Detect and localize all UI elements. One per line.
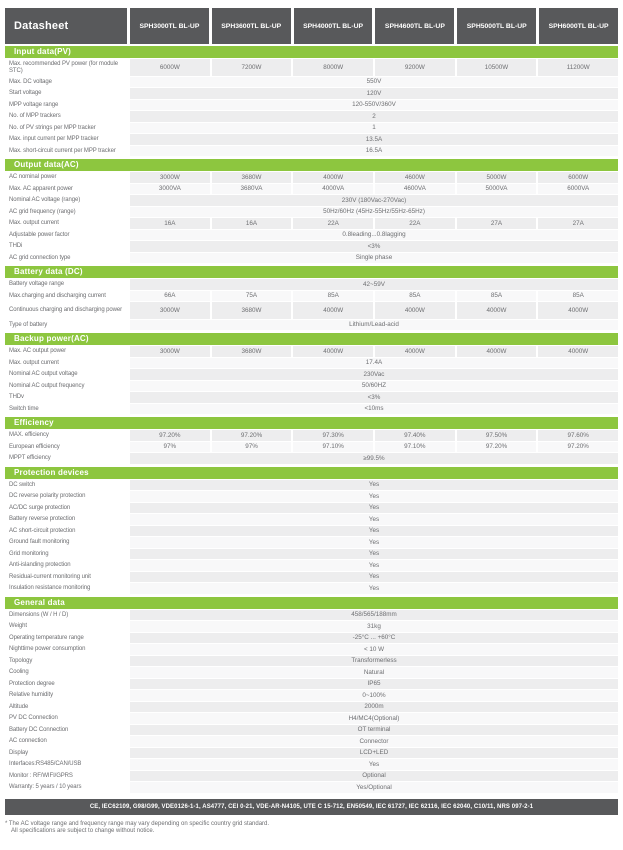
value-span: 31kg <box>130 621 618 633</box>
value-cell: 97.20% <box>130 430 210 441</box>
value-cell: 22A <box>291 218 373 229</box>
datasheet-table <box>5 8 618 836</box>
row-label: AC grid frequency (range) <box>5 207 130 219</box>
table-row <box>5 241 618 253</box>
row-label: Display <box>5 748 130 760</box>
value-cell: 85A <box>373 291 455 302</box>
row-label: Max. AC apparent power <box>5 184 130 196</box>
row-label: Weight <box>5 621 130 633</box>
value-cell: 97.60% <box>536 430 618 441</box>
row-label: Nominal AC output voltage <box>5 369 130 381</box>
table-row <box>5 134 618 146</box>
table-row <box>5 358 618 370</box>
value-cell: 4000W <box>455 346 537 357</box>
row-values <box>130 218 618 230</box>
table-row <box>5 690 618 702</box>
row-label: Protection degree <box>5 679 130 691</box>
value-cell: 4000W <box>536 302 618 319</box>
row-label: AC grid connection type <box>5 253 130 265</box>
value-span: 0~100% <box>130 690 618 702</box>
table-row <box>5 514 618 526</box>
row-label: Nominal AC output frequency <box>5 381 130 393</box>
table-row <box>5 77 618 89</box>
table-row <box>5 88 618 100</box>
value-cell: 97% <box>210 442 292 453</box>
section-header: Input data(PV) <box>5 46 618 58</box>
table-row <box>5 291 618 303</box>
table-row <box>5 346 618 358</box>
row-label: Adjustable power factor <box>5 230 130 242</box>
row-label: AC/DC surge protection <box>5 503 130 515</box>
row-label: Max. DC voltage <box>5 77 130 89</box>
table-row <box>5 279 618 291</box>
row-label: Max. recommended PV power (for module STC) <box>5 59 130 77</box>
value-cell: 8000W <box>291 59 373 76</box>
value-cell: 97.30% <box>291 430 373 441</box>
footnote-line-1: * The AC voltage range and frequency range may vary depending on specific country grid standard. <box>5 820 270 827</box>
table-row <box>5 736 618 748</box>
column-header-model-1: SPH3000TL BL-UP <box>130 8 209 44</box>
row-label: Type of battery <box>5 320 130 332</box>
value-cell: 3680W <box>210 172 292 183</box>
row-label: Residual-current monitoring unit <box>5 572 130 584</box>
table-row <box>5 560 618 572</box>
value-span: Optional <box>130 771 618 783</box>
value-span: IP65 <box>130 679 618 691</box>
table-row <box>5 218 618 230</box>
table-header <box>5 8 618 44</box>
row-label: Max.charging and discharging current <box>5 291 130 303</box>
table-row <box>5 442 618 454</box>
row-label: European efficiency <box>5 442 130 454</box>
value-cell: 4000W <box>291 172 373 183</box>
value-cell: 3680W <box>210 346 292 357</box>
table-row <box>5 679 618 691</box>
value-cell: 6000VA <box>536 184 618 195</box>
row-label: Monitor : RF/WIFI/GPRS <box>5 771 130 783</box>
value-span: 17.4A <box>130 358 618 370</box>
value-span: <3% <box>130 392 618 404</box>
table-row <box>5 100 618 112</box>
value-cell: 97.10% <box>291 442 373 453</box>
value-span: 230Vac <box>130 369 618 381</box>
row-values <box>130 442 618 454</box>
table-row <box>5 572 618 584</box>
value-cell: 4000W <box>455 302 537 319</box>
value-span: -25°C ... +60°C <box>130 633 618 645</box>
row-label: THDv <box>5 392 130 404</box>
value-span: 1 <box>130 123 618 135</box>
value-cell: 16A <box>210 218 292 229</box>
section-header: Protection devices <box>5 467 618 479</box>
value-span: 458/565/188mm <box>130 610 618 622</box>
value-cell: 97.50% <box>455 430 537 441</box>
value-span: Yes <box>130 514 618 526</box>
value-span: 120V <box>130 88 618 100</box>
value-span: Transformerless <box>130 656 618 668</box>
value-span: Yes <box>130 480 618 492</box>
value-span: ≥99.5% <box>130 453 618 465</box>
value-span: Yes/Optional <box>130 782 618 794</box>
footnote <box>5 821 618 836</box>
table-row <box>5 123 618 135</box>
value-span: Yes <box>130 572 618 584</box>
column-header-model-4: SPH4600TL BL-UP <box>375 8 454 44</box>
table-row <box>5 702 618 714</box>
value-cell: 97.40% <box>373 430 455 441</box>
value-span: 2000m <box>130 702 618 714</box>
value-span: Yes <box>130 526 618 538</box>
row-label: MAX. efficiency <box>5 430 130 442</box>
table-row <box>5 184 618 196</box>
table-row <box>5 381 618 393</box>
table-row <box>5 111 618 123</box>
value-cell: 6000W <box>130 59 210 76</box>
table-row <box>5 759 618 771</box>
row-label: Nighttime power consumption <box>5 644 130 656</box>
value-cell: 97.20% <box>536 442 618 453</box>
value-span: < 10 W <box>130 644 618 656</box>
row-label: Max. output current <box>5 358 130 370</box>
value-cell: 16A <box>130 218 210 229</box>
row-label: Topology <box>5 656 130 668</box>
value-cell: 27A <box>536 218 618 229</box>
value-span: Lithium/Lead-acid <box>130 320 618 332</box>
value-span: Connector <box>130 736 618 748</box>
value-cell: 3000VA <box>130 184 210 195</box>
value-span: 50Hz/60Hz (45Hz-55Hz/55Hz-65Hz) <box>130 207 618 219</box>
value-cell: 4000W <box>536 346 618 357</box>
section-header: Output data(AC) <box>5 159 618 171</box>
section-header: Battery data (DC) <box>5 266 618 278</box>
row-label: Warranty: 5 years / 10 years <box>5 782 130 794</box>
section-header: Efficiency <box>5 417 618 429</box>
row-values <box>130 302 618 320</box>
value-cell: 5000W <box>455 172 537 183</box>
value-span: LCD+LED <box>130 748 618 760</box>
row-label: Start voltage <box>5 88 130 100</box>
row-label: Max. output current <box>5 218 130 230</box>
table-row <box>5 430 618 442</box>
footnote-line-2: All specifications are subject to change without notice. <box>11 828 155 834</box>
row-label: Switch time <box>5 404 130 416</box>
value-cell: 3000W <box>130 172 210 183</box>
value-span: 13.5A <box>130 134 618 146</box>
table-row <box>5 503 618 515</box>
value-span: 120-550V/360V <box>130 100 618 112</box>
value-span: 50/60HZ <box>130 381 618 393</box>
table-row <box>5 146 618 158</box>
value-cell: 9200W <box>373 59 455 76</box>
column-header-model-6: SPH6000TL BL-UP <box>539 8 618 44</box>
table-row <box>5 782 618 794</box>
table-row <box>5 771 618 783</box>
table-row <box>5 748 618 760</box>
table-row <box>5 59 618 77</box>
table-row <box>5 172 618 184</box>
value-cell: 11200W <box>536 59 618 76</box>
row-label: Grid monitoring <box>5 549 130 561</box>
value-cell: 3680VA <box>210 184 292 195</box>
value-cell: 85A <box>536 291 618 302</box>
table-row <box>5 526 618 538</box>
table-row <box>5 320 618 332</box>
row-label: DC reverse polarity protection <box>5 491 130 503</box>
value-span: Yes <box>130 537 618 549</box>
row-values <box>130 346 618 358</box>
table-row <box>5 253 618 265</box>
value-span: <3% <box>130 241 618 253</box>
value-span: <10ms <box>130 404 618 416</box>
row-label: AC nominal power <box>5 172 130 184</box>
value-span: 16.5A <box>130 146 618 158</box>
value-cell: 27A <box>455 218 537 229</box>
value-cell: 3000W <box>130 346 210 357</box>
value-span: Yes <box>130 583 618 595</box>
value-cell: 4600W <box>373 172 455 183</box>
value-cell: 97.10% <box>373 442 455 453</box>
row-label: No. of MPP trackers <box>5 111 130 123</box>
value-cell: 4000W <box>373 346 455 357</box>
value-cell: 4000W <box>373 302 455 319</box>
value-cell: 5000VA <box>455 184 537 195</box>
column-header-model-5: SPH5000TL BL-UP <box>457 8 536 44</box>
row-label: Nominal AC voltage (range) <box>5 195 130 207</box>
table-row <box>5 713 618 725</box>
value-cell: 4000W <box>291 346 373 357</box>
value-span: Yes <box>130 491 618 503</box>
table-row <box>5 195 618 207</box>
row-label: Cooling <box>5 667 130 679</box>
table-row <box>5 537 618 549</box>
table-row <box>5 392 618 404</box>
value-cell: 97.20% <box>455 442 537 453</box>
certifications-bar: CE, IEC62109, G98/G99, VDE0126-1-1, AS4777, CEI 0-21, VDE-AR-N4105, UTE C 15-712, EN50549, IEC 61727, IEC 62116, IEC 62040, C10/11, NRS 097-2-1 <box>5 799 618 815</box>
row-values <box>130 172 618 184</box>
value-span: OT terminal <box>130 725 618 737</box>
value-span: Yes <box>130 503 618 515</box>
row-label: Altitude <box>5 702 130 714</box>
row-label: AC short-circuit protection <box>5 526 130 538</box>
table-row <box>5 369 618 381</box>
value-span: Yes <box>130 549 618 561</box>
row-values <box>130 59 618 77</box>
table-sections <box>5 46 618 794</box>
value-span: Single phase <box>130 253 618 265</box>
row-values <box>130 430 618 442</box>
table-row <box>5 667 618 679</box>
row-label: Max. short-circuit current per MPP tracker <box>5 146 130 158</box>
row-label: Relative humidity <box>5 690 130 702</box>
value-span: 550V <box>130 77 618 89</box>
row-values <box>130 184 618 196</box>
row-label: Continuous charging and discharging power <box>5 302 130 320</box>
value-cell: 97.20% <box>210 430 292 441</box>
row-label: MPP voltage range <box>5 100 130 112</box>
value-cell: 4000W <box>291 302 373 319</box>
row-label: AC connection <box>5 736 130 748</box>
value-span: 230V (180Vac-270Vac) <box>130 195 618 207</box>
table-row <box>5 610 618 622</box>
table-row <box>5 621 618 633</box>
value-cell: 4000VA <box>291 184 373 195</box>
value-cell: 4600VA <box>373 184 455 195</box>
value-span: Yes <box>130 759 618 771</box>
row-label: THDi <box>5 241 130 253</box>
row-label: Max. input current per MPP tracker <box>5 134 130 146</box>
column-header-model-2: SPH3600TL BL-UP <box>212 8 291 44</box>
row-values <box>130 291 618 303</box>
value-cell: 97% <box>130 442 210 453</box>
value-cell: 85A <box>455 291 537 302</box>
row-label: Interfaces:RS485/CAN/USB <box>5 759 130 771</box>
value-cell: 3680W <box>210 302 292 319</box>
table-row <box>5 453 618 465</box>
value-span: H4/MC4(Optional) <box>130 713 618 725</box>
table-row <box>5 633 618 645</box>
value-cell: 66A <box>130 291 210 302</box>
value-cell: 6000W <box>536 172 618 183</box>
table-row <box>5 583 618 595</box>
table-row <box>5 491 618 503</box>
row-label: Battery DC Connection <box>5 725 130 737</box>
datasheet-title: Datasheet <box>5 8 127 44</box>
section-header: General data <box>5 597 618 609</box>
row-label: DC switch <box>5 480 130 492</box>
table-row <box>5 656 618 668</box>
row-label: Battery reverse protection <box>5 514 130 526</box>
value-cell: 10500W <box>455 59 537 76</box>
value-span: 2 <box>130 111 618 123</box>
column-header-model-3: SPH4000TL BL-UP <box>294 8 373 44</box>
value-cell: 22A <box>373 218 455 229</box>
table-row <box>5 549 618 561</box>
row-label: Anti-islanding protection <box>5 560 130 572</box>
row-label: MPPT efficiency <box>5 453 130 465</box>
value-cell: 3000W <box>130 302 210 319</box>
value-cell: 75A <box>210 291 292 302</box>
row-label: Ground fault monitoring <box>5 537 130 549</box>
value-span: 0.8leading...0.8lagging <box>130 230 618 242</box>
table-row <box>5 302 618 320</box>
table-row <box>5 725 618 737</box>
value-span: Natural <box>130 667 618 679</box>
row-label: Operating temperature range <box>5 633 130 645</box>
row-label: Max. AC output power <box>5 346 130 358</box>
table-row <box>5 404 618 416</box>
value-cell: 7200W <box>210 59 292 76</box>
row-label: Insulation resistance monitoring <box>5 583 130 595</box>
section-header: Backup power(AC) <box>5 333 618 345</box>
table-row <box>5 644 618 656</box>
value-span: 42~59V <box>130 279 618 291</box>
row-label: Battery voltage range <box>5 279 130 291</box>
row-label: PV DC Connection <box>5 713 130 725</box>
row-label: No. of PV strings per MPP tracker <box>5 123 130 135</box>
value-span: Yes <box>130 560 618 572</box>
table-row <box>5 207 618 219</box>
table-row <box>5 480 618 492</box>
value-cell: 85A <box>291 291 373 302</box>
table-row <box>5 230 618 242</box>
row-label: Dimensions (W / H / D) <box>5 610 130 622</box>
